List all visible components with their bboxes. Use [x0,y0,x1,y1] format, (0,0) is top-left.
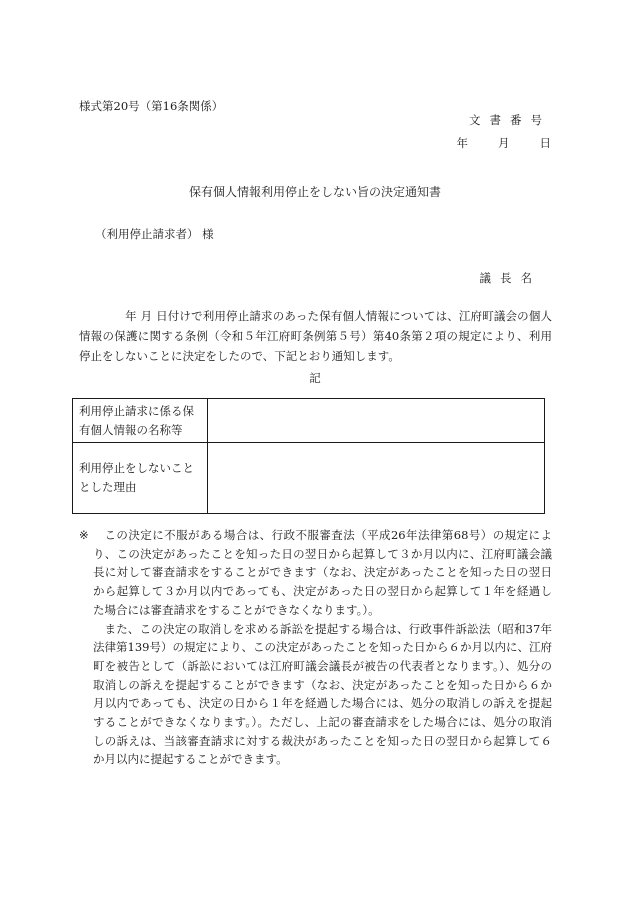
document-number-label: 文書番号 [469,113,551,127]
body-paragraph-text: 年 月 日付けで利用停止請求のあった保有個人情報については、江府町議会の個人情報の保護に関する条例（令和５年江府町条例第５号）第40条第２項の規定により、利用停止をしないことに決定をしたので、下記とおり通知します。 [79,309,552,363]
table-value-cell [208,399,545,443]
note-paragraph-2: また、この決定の取消しを求める訴訟を提起する場合は、行政事件訴訟法（昭和37年法律第139号）の規定により、この決定があったことを知った日から６か月以内に、江府町を被告として（訴訟においては江府町議会議長が被告の代表者となります。）、処分の取消しの訴えを提起することができます（なお、決定があったことを知った日から６か月以内であっても、決定の日から１年を経過した場合には、処分の取消しの訴えを提起することができなくなります。）。ただし、上記の審査請求をした場合には、処分の取消しの訴えは、当該審査請求に対する裁決があったことを知った日の翌日から起算して６か月以内に提起することができます。 [93,621,552,767]
table-row [73,399,545,443]
note-mark: ※ [79,528,89,542]
form-number: 様式第20号（第16条関係） [79,99,224,113]
notes-section [79,526,552,769]
recipient-line: （利用停止請求者） 様 [95,227,214,241]
notes-body [93,526,552,769]
note-paragraph-1: この決定に不服がある場合は、行政不服審査法（平成26年法律第68号）の規定により、この決定があったことを知った日の翌日から起算して３か月以内に、江府町議会議長に対して審査請求をすることができます（なお、決定があったことを知った日の翌日から起算して３か月以内であっても、決定があった日の翌日から起算して１年を経過した場合には審査請求をすることができなくなります。）。 [93,528,552,617]
table-value-cell [208,443,545,514]
date-line [457,135,552,151]
date-month: 月 [498,136,510,150]
date-day: 日 [539,136,551,150]
ki-heading: 記 [309,371,321,385]
body-paragraph [79,306,552,366]
document-title: 保有個人情報利用停止をしない旨の決定通知書 [188,185,441,199]
table-label-cell: 利用停止請求に係る保有個人情報の名称等 [73,399,208,443]
table-label-cell: 利用停止をしないこととした理由 [73,443,208,514]
date-year: 年 [456,136,468,150]
table-row [73,443,545,514]
sender-name: 議長名 [479,271,541,285]
info-table [72,398,545,514]
